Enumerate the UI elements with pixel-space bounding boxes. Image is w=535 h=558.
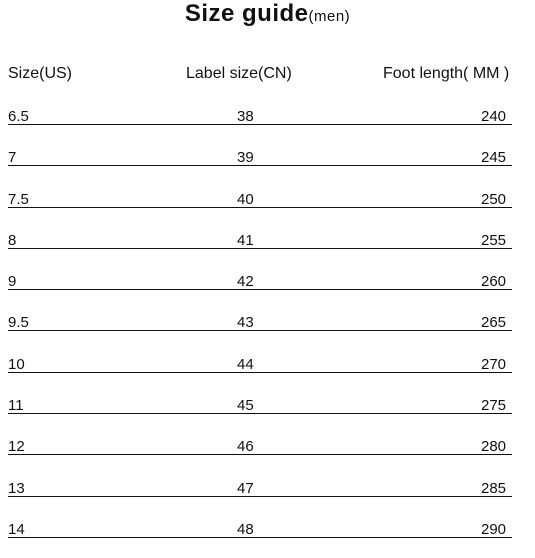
table-row [0, 269, 535, 310]
cell-label-size: 43 [237, 314, 254, 332]
cell-foot-length: 255 [481, 231, 507, 249]
row-divider [8, 537, 512, 538]
cell-foot-length: 285 [481, 479, 507, 497]
size-table [0, 104, 535, 558]
row-divider [8, 330, 512, 331]
table-row [0, 187, 535, 228]
cell-size-us: 11 [8, 397, 24, 415]
cell-size-us: 9 [8, 273, 17, 291]
cell-size-us: 6.5 [8, 108, 29, 125]
cell-foot-length: 245 [481, 149, 507, 167]
cell-foot-length: 275 [481, 397, 507, 415]
title-main: Size guide [184, 0, 309, 27]
table-row [0, 517, 535, 558]
cell-size-us: 13 [8, 479, 25, 497]
cell-size-us: 7 [8, 149, 17, 167]
row-divider [8, 165, 512, 166]
table-row [0, 476, 535, 517]
row-divider [8, 496, 512, 497]
table-row [0, 434, 535, 475]
table-row [0, 104, 535, 145]
cell-label-size: 42 [237, 273, 254, 291]
cell-label-size: 38 [237, 108, 254, 125]
row-divider [8, 124, 512, 125]
row-divider [8, 289, 512, 290]
cell-label-size: 40 [237, 190, 254, 208]
title-sub: (men) [308, 8, 351, 25]
header-size-us: Size(US) [8, 65, 73, 82]
cell-foot-length: 260 [481, 273, 507, 291]
cell-foot-length: 265 [481, 314, 507, 332]
page-title [0, 0, 535, 28]
cell-size-us: 14 [8, 520, 25, 538]
header-label-size: Label size(CN) [186, 65, 292, 82]
table-row [0, 310, 535, 351]
table-row [0, 352, 535, 393]
cell-size-us: 10 [8, 355, 25, 373]
row-divider [8, 207, 512, 208]
cell-label-size: 46 [237, 438, 254, 456]
header-foot-length: Foot length( MM ) [383, 65, 510, 82]
cell-label-size: 44 [237, 355, 254, 373]
row-divider [8, 248, 512, 249]
cell-size-us: 7.5 [8, 190, 29, 208]
table-row [0, 145, 535, 186]
row-divider [8, 413, 512, 414]
cell-foot-length: 250 [481, 190, 507, 208]
table-row [0, 228, 535, 269]
table-row [0, 393, 535, 434]
cell-label-size: 39 [237, 149, 254, 167]
cell-label-size: 47 [237, 479, 254, 497]
row-divider [8, 372, 512, 373]
cell-foot-length: 240 [481, 108, 507, 125]
cell-label-size: 41 [237, 231, 254, 249]
table-header [0, 65, 535, 87]
cell-foot-length: 280 [481, 438, 507, 456]
cell-size-us: 12 [8, 438, 25, 456]
cell-label-size: 45 [237, 397, 254, 415]
cell-foot-length: 270 [481, 355, 507, 373]
cell-size-us: 9.5 [8, 314, 29, 332]
cell-foot-length: 290 [481, 520, 507, 538]
row-divider [8, 454, 512, 455]
cell-size-us: 8 [8, 231, 17, 249]
cell-label-size: 48 [237, 520, 254, 538]
